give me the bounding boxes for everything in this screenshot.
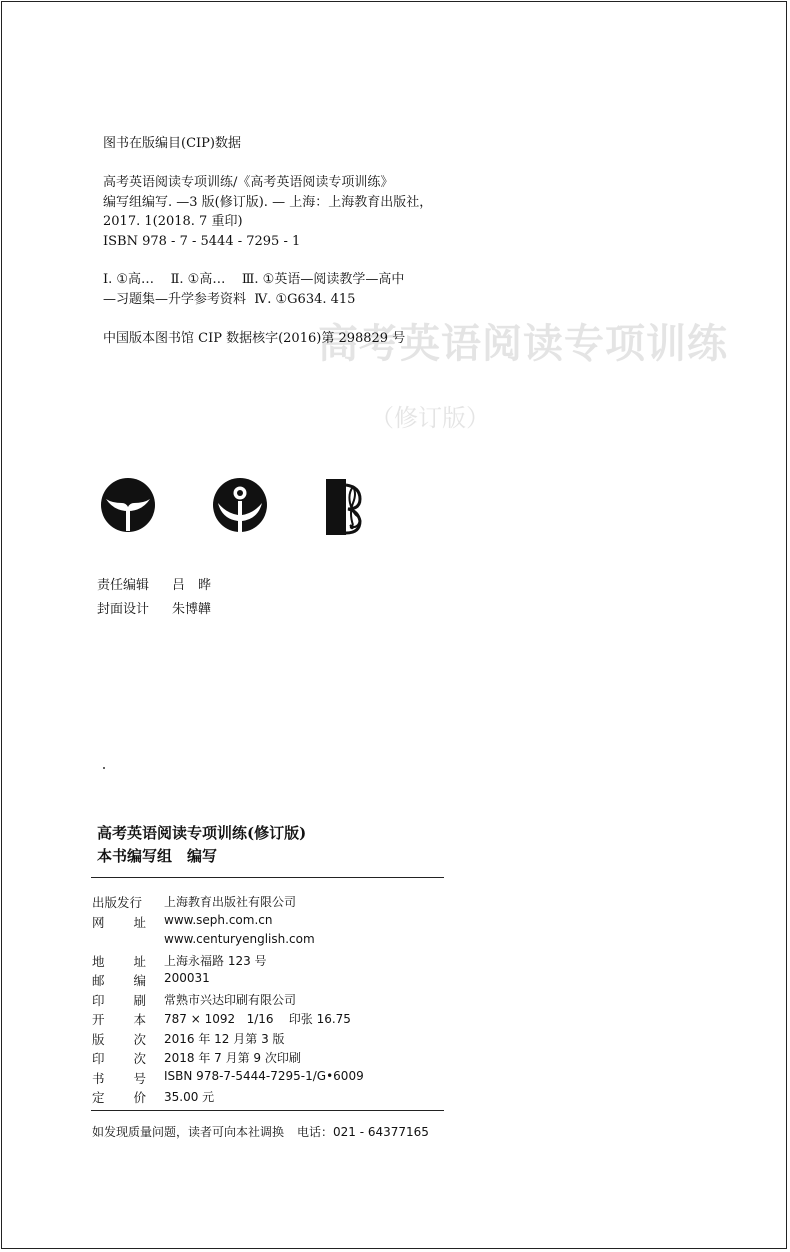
publication-info-value: 35.00 元 (164, 1090, 215, 1104)
cip-entry-line: 2017. 1(2018. 7 重印) (103, 214, 243, 229)
cip-subject-line: —习题集—升学参考资料 Ⅳ. ①G634. 415 (103, 292, 356, 307)
publication-info-label-char: 次 (133, 1051, 146, 1066)
publication-info-value: 2016 年 12 月第 3 版 (164, 1031, 285, 1046)
publication-info-row (92, 913, 452, 931)
publication-info-label (92, 1030, 146, 1048)
book-title: 高考英语阅读专项训练(修订版) (97, 824, 307, 842)
seph-sprout-logo-icon (100, 477, 156, 533)
publication-info-label-char: 书 (92, 1070, 105, 1086)
publication-info-label-char: 邮 (92, 973, 105, 988)
publication-info-value: www.seph.com.cn (164, 912, 273, 927)
publication-info-label (92, 971, 146, 989)
cip-subject-line: Ⅰ. ①高… Ⅱ. ①高… Ⅲ. ①英语—阅读教学—高中 (103, 272, 405, 287)
publication-info-label-char: 印 (92, 992, 105, 1008)
cip-entry-line: 高考英语阅读专项训练/《高考英语阅读专项训练》 (103, 175, 394, 190)
publication-info-label (92, 913, 146, 931)
publication-info-value: 上海教育出版社有限公司 (164, 895, 297, 909)
publication-info-label-char: 刷 (133, 992, 146, 1008)
publication-info-label (92, 1088, 146, 1106)
flower-circle-logo-icon (212, 477, 268, 533)
publication-info-row (92, 1010, 452, 1028)
publication-info-label-char: 开 (92, 1012, 105, 1027)
cover-designer-label: 封面设计 (97, 602, 150, 617)
publication-info-row (92, 1088, 452, 1106)
treble-clef-logo-icon (326, 479, 370, 535)
publication-info-label-char: 版 (92, 1031, 105, 1047)
top-divider (91, 877, 444, 878)
publication-info-row (92, 991, 452, 1009)
cip-heading: 图书在版编目(CIP)数据 (103, 136, 241, 151)
publication-info-label-char: 价 (133, 1090, 146, 1105)
publication-info-value: 200031 (164, 971, 210, 985)
stray-dot (103, 767, 105, 769)
publication-info-value: www.centuryenglish.com (164, 932, 315, 946)
publication-info-value: 2018 年 7 月第 9 次印刷 (164, 1051, 301, 1065)
publication-info-value: 常熟市兴达印刷有限公司 (164, 992, 297, 1007)
publication-info-label-char: 次 (133, 1031, 146, 1047)
publication-info-row (92, 971, 452, 989)
publication-info-row (92, 893, 452, 911)
cover-designer-name: 朱博韡 (172, 602, 212, 617)
quality-issue-note: 如发现质量问题，读者可向本社调换 (92, 1125, 285, 1139)
bleed-through-title: 高考英语阅读专项训练 (318, 320, 728, 367)
bleed-through-edition: （修订版） (370, 404, 490, 432)
publication-info-row (92, 1049, 452, 1067)
publication-info-label-char: 印 (92, 1051, 105, 1066)
publication-info-label-char: 址 (133, 953, 146, 969)
publication-info-label (92, 1010, 146, 1028)
responsible-editor-label: 责任编辑 (97, 578, 150, 593)
book-author: 本书编写组 编写 (97, 847, 218, 865)
publication-info-label-char: 定 (92, 1090, 105, 1105)
publication-info-label-char: 出版发行 (92, 895, 143, 910)
publication-info-label-char: 编 (133, 973, 146, 988)
publication-info-value: ISBN 978-7-5444-7295-1/G•6009 (164, 1068, 364, 1083)
publication-info-label (92, 1049, 146, 1067)
publication-info-value: 上海永福路 123 号 (164, 953, 267, 968)
bottom-divider (91, 1110, 444, 1111)
publication-info-label (92, 952, 146, 970)
publication-info-label (92, 1069, 146, 1087)
publication-info-label-char: 地 (92, 953, 105, 969)
publication-info-row (92, 1069, 452, 1087)
publication-info-value: 787 × 1092 1/16 印张 16.75 (164, 1012, 351, 1026)
cip-entry-line: 编写组编写. —3 版(修订版). — 上海：上海教育出版社， (103, 195, 433, 210)
responsible-editor-name: 吕 晔 (172, 578, 212, 593)
publication-info-label-char: 本 (133, 1012, 146, 1027)
publication-info-label-char: 号 (133, 1070, 146, 1086)
publication-info-label-char: 网 (92, 914, 105, 930)
publication-info-row (92, 1030, 452, 1048)
cip-entry-line: ISBN 978 - 7 - 5444 - 7295 - 1 (103, 234, 301, 249)
publication-info-row (92, 952, 452, 970)
cip-catalog-number: 中国版本图书馆 CIP 数据核字(2016)第 298829 号 (103, 331, 406, 346)
publication-info-label-char: 址 (133, 914, 146, 930)
publication-info-row (92, 932, 452, 950)
publication-info-label (92, 991, 146, 1009)
publication-info-label (92, 893, 154, 911)
service-phone: 电话：021 - 64377165 (297, 1125, 429, 1139)
